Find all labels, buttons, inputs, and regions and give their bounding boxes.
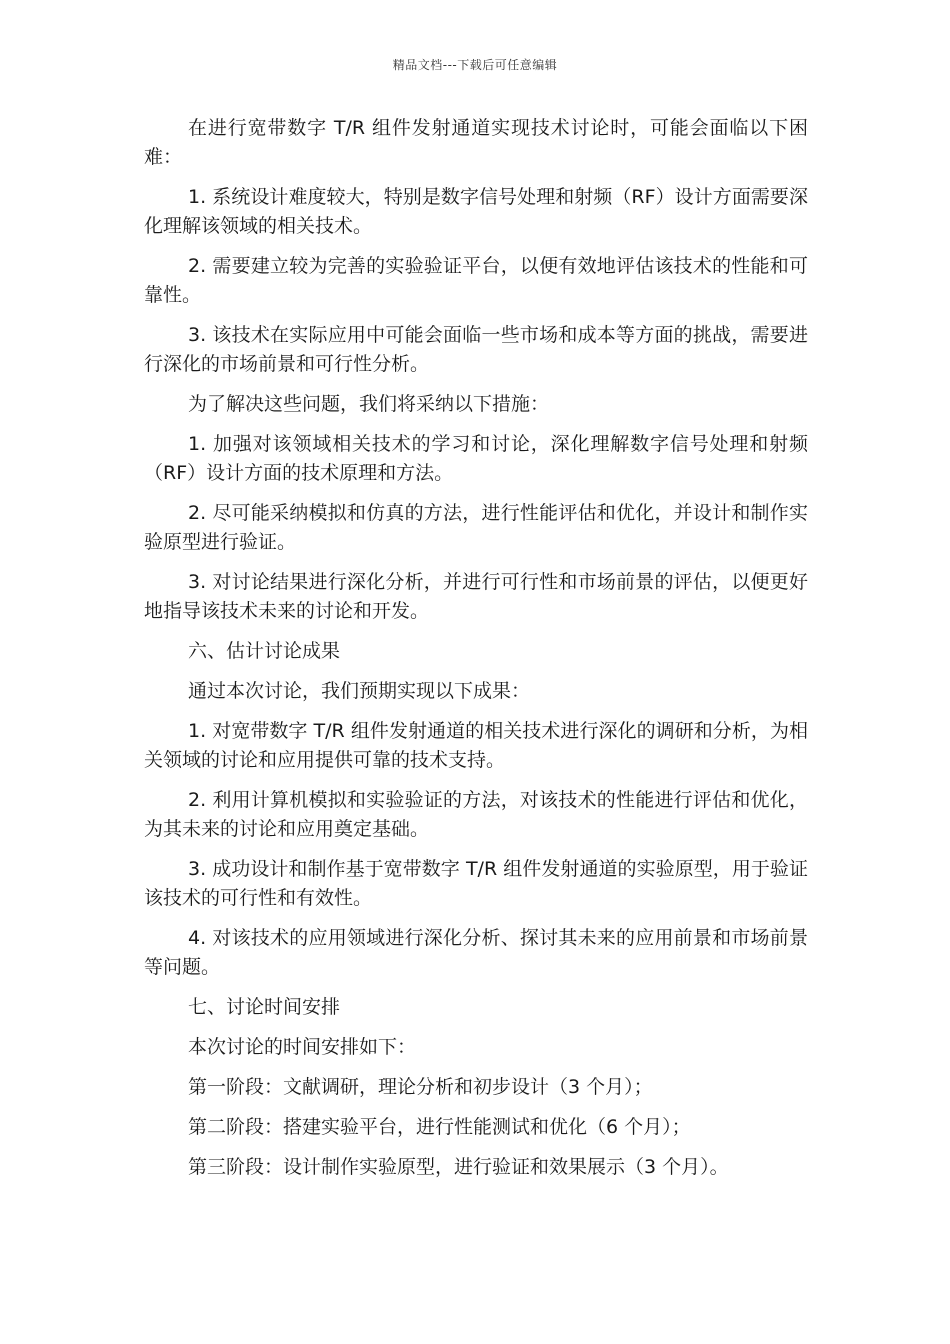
list-item-measure-2: 2. 尽可能采纳模拟和仿真的方法，进行性能评估和优化，并设计和制作实验原型进行验证。	[144, 502, 808, 553]
list-item-measure-1: 1. 加强对该领域相关技术的学习和讨论，深化理解数字信号处理和射频（RF）设计方面的技术原理和方法。	[144, 433, 808, 484]
list-item-result-2: 2. 利用计算机模拟和实验验证的方法，对该技术的性能进行评估和优化，为其未来的讨论和应用奠定基础。	[144, 789, 808, 840]
paragraph-results-intro: 通过本次讨论，我们预期实现以下成果：	[188, 680, 531, 702]
list-item-phase-1: 第一阶段：文献调研，理论分析和初步设计（3 个月）；	[188, 1076, 653, 1098]
list-item-result-3: 3. 成功设计和制作基于宽带数字 T/R 组件发射通道的实验原型，用于验证该技术的可行性和有效性。	[144, 858, 808, 909]
list-item-measure-3: 3. 对讨论结果进行深化分析，并进行可行性和市场前景的评估，以便更好地指导该技术未来的讨论和开发。	[144, 571, 808, 622]
list-item-difficulty-3: 3. 该技术在实际应用中可能会面临一些市场和成本等方面的挑战，需要进行深化的市场前景和可行性分析。	[144, 324, 808, 375]
list-item-result-1: 1. 对宽带数字 T/R 组件发射通道的相关技术进行深化的调研和分析，为相关领域的讨论和应用提供可靠的技术支持。	[144, 720, 808, 771]
section-heading-results: 六、估计讨论成果	[188, 640, 341, 662]
list-item-difficulty-1: 1. 系统设计难度较大，特别是数字信号处理和射频（RF）设计方面需要深化理解该领域的相关技术。	[144, 186, 808, 237]
paragraph-measures-intro: 为了解决这些问题，我们将采纳以下措施：	[188, 393, 550, 415]
list-item-phase-2: 第二阶段：搭建实验平台，进行性能测试和优化（6 个月）；	[188, 1116, 691, 1138]
document-body	[144, 114, 808, 1193]
page-header: 精品文档---下载后可任意编辑	[392, 58, 558, 72]
list-item-result-4: 4. 对该技术的应用领域进行深化分析、探讨其未来的应用前景和市场前景等问题。	[144, 927, 808, 978]
list-item-phase-3: 第三阶段：设计制作实验原型，进行验证和效果展示（3 个月）。	[188, 1156, 729, 1178]
paragraph-schedule-intro: 本次讨论的时间安排如下：	[188, 1036, 417, 1058]
section-heading-schedule: 七、讨论时间安排	[188, 996, 341, 1018]
paragraph-intro: 在进行宽带数字 T/R 组件发射通道实现技术讨论时，可能会面临以下困难：	[144, 117, 808, 168]
list-item-difficulty-2: 2. 需要建立较为完善的实验验证平台，以便有效地评估该技术的性能和可靠性。	[144, 255, 808, 306]
